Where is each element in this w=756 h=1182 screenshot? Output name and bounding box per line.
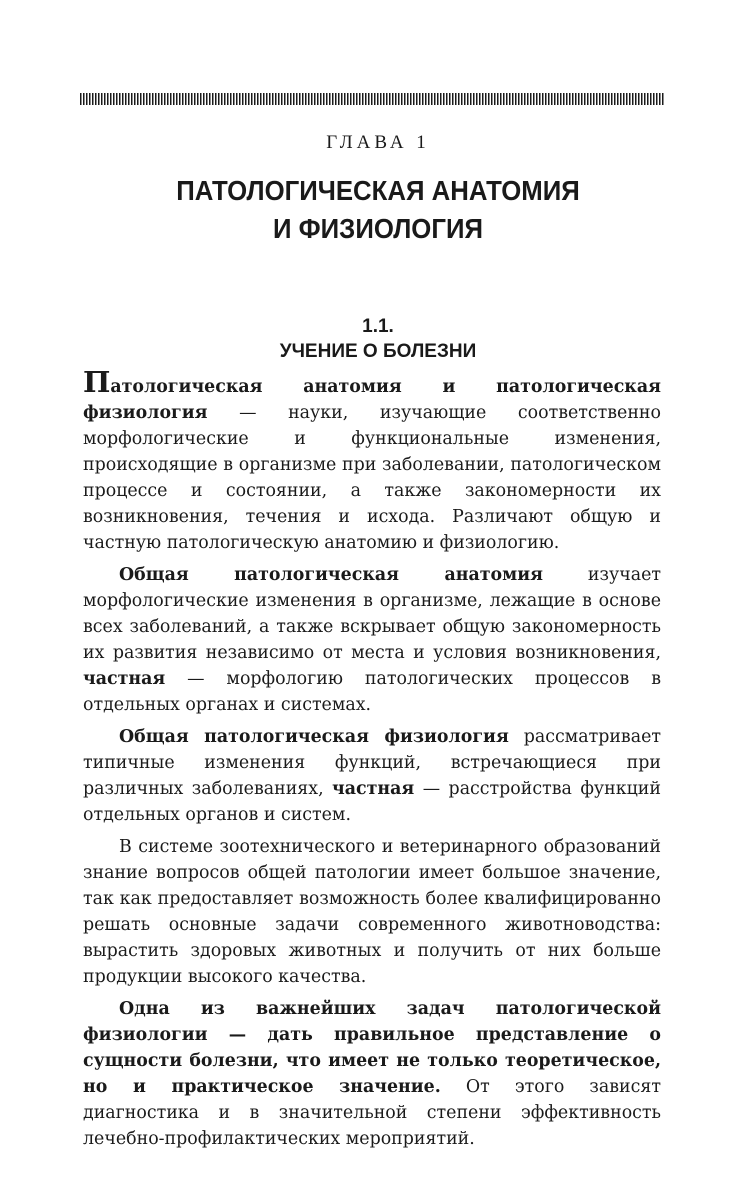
body-text — [83, 365, 661, 1158]
section-title: УЧЕНИЕ О БОЛЕЗНИ — [279, 341, 477, 362]
chapter-label: ГЛАВА 1 — [326, 132, 430, 153]
paragraph-3 — [83, 724, 661, 828]
paragraph-5-text: От этого зависят диагностика и в значительной степени эффективность лечебно-профилактических мероприятий. — [83, 1077, 661, 1149]
term-particular-2: частная — [332, 779, 415, 799]
paragraph-2 — [83, 562, 661, 718]
paragraph-3-text-1: рассматривает типичные изменения функций, встречающиеся при различных заболеваниях, — [83, 727, 661, 799]
section-number: 1.1. — [362, 316, 394, 337]
paragraph-2-text-1: изучает морфологические изменения в организме, лежащие в основе всех заболеваний, а также вскрывает общую закономерность их развития независимо от места и условия возникновения, — [83, 565, 661, 663]
paragraph-5 — [83, 996, 661, 1152]
chapter-title-line-1: ПАТОЛОГИЧЕСКАЯ АНАТОМИЯ — [176, 175, 580, 206]
term-general-anatomy: Общая патологическая анатомия — [119, 565, 543, 585]
term-particular: частная — [83, 669, 166, 689]
paragraph-2-text-2: — морфологию патологических процессов в отдельных органах и системах. — [83, 669, 661, 715]
decorative-header-rule — [80, 93, 664, 105]
drop-cap: П — [83, 365, 111, 399]
paragraph-1 — [83, 365, 661, 556]
paragraph-1-text: — науки, изучающие соответственно морфологические и функциональные изменения, происходящие в организме при заболевании, патологическом процессе и состоянии, а также закономерности их возникновения, течения и исхода. Различают общую и частную патологическую анатомию и физиологию. — [83, 403, 661, 553]
term-general-physiology: Общая патологическая физиология — [119, 727, 509, 747]
paragraph-4: В системе зоотехнического и ветеринарного образований знание вопросов общей патологии имеет большое значение, так как предоставляет возможность более квалифицированно решать основные задачи современного животноводства: вырастить здоровых животных и получить от них больше продукции высокого качества. — [83, 837, 661, 987]
chapter-title — [30, 172, 726, 248]
paragraph-3-text-2: — расстройства функций отдельных органов и систем. — [83, 779, 661, 825]
chapter-title-line-2: И ФИЗИОЛОГИЯ — [273, 213, 483, 244]
key-task-statement: Одна из важнейших задач патологической физиологии — дать правильное представление о сущности болезни, что имеет не только теоретическое, но и практическое значение. — [83, 999, 661, 1097]
term-pathology: атологическая анатомия и патологическая физиология — [83, 377, 661, 423]
